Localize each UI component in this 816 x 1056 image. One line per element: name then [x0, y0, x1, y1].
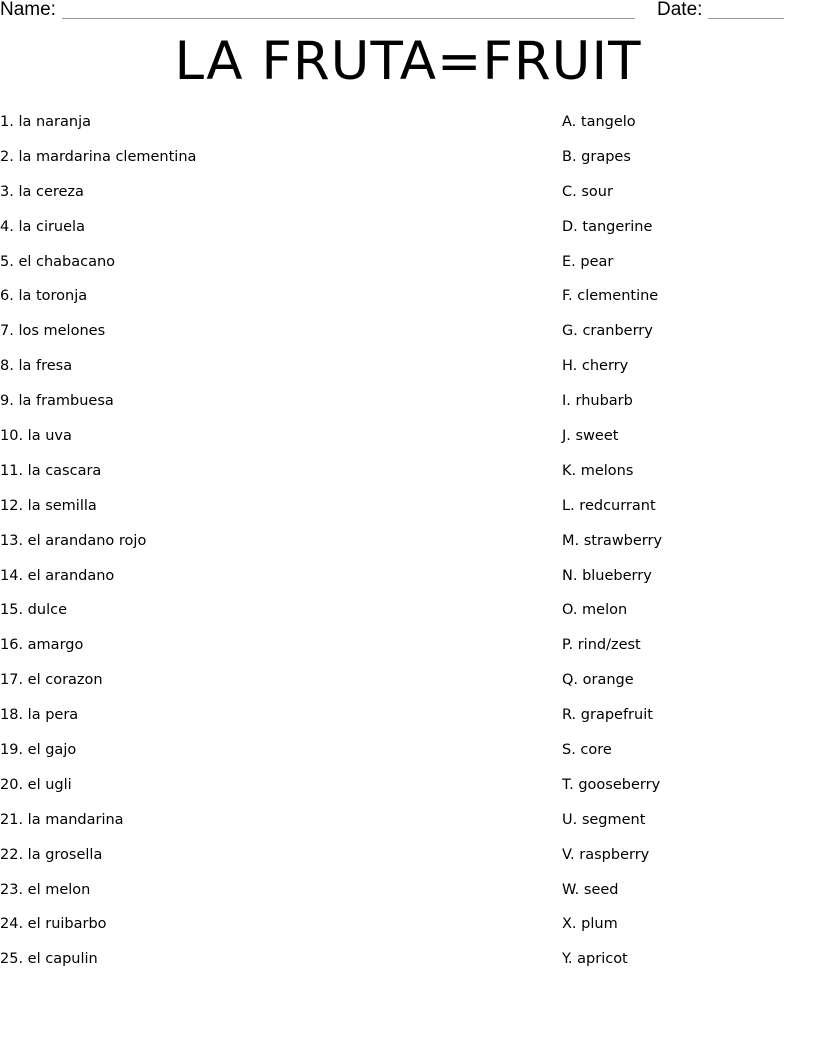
name-label: Name:	[0, 0, 56, 20]
definition-item: L. redcurrant	[562, 497, 656, 514]
term-item: 1. la naranja	[0, 114, 91, 130]
definition-item: O. melon	[562, 602, 628, 619]
term-item: 17. el corazon	[0, 672, 103, 689]
term-item: 16. amargo	[0, 637, 84, 654]
definition-item: G. cranberry	[562, 323, 653, 340]
term-item: 15. dulce	[0, 602, 67, 619]
definition-item: I. rhubarb	[562, 393, 633, 410]
term-item: 21. la mandarina	[0, 811, 124, 828]
definition-item: D. tangerine	[562, 218, 653, 235]
term-item: 13. el arandano rojo	[0, 532, 147, 549]
term-item: 7. los melones	[0, 323, 106, 340]
term-item: 10. la uva	[0, 428, 72, 445]
definition-item: K. melons	[562, 462, 634, 479]
definition-item: S. core	[562, 742, 612, 759]
definition-item: B. grapes	[562, 148, 631, 165]
term-item: 9. la frambuesa	[0, 393, 114, 410]
definition-item: U. segment	[562, 811, 646, 828]
date-label: Date:	[657, 0, 703, 20]
definition-item: M. strawberry	[562, 532, 663, 549]
definition-item: J. sweet	[562, 428, 619, 445]
term-item: 8. la fresa	[0, 358, 73, 375]
definition-item: T. gooseberry	[562, 776, 661, 793]
term-item: 11. la cascara	[0, 462, 102, 479]
term-item: 23. el melon	[0, 881, 91, 898]
name-blank-line	[62, 18, 635, 19]
date-blank-line	[708, 18, 784, 19]
term-item: 18. la pera	[0, 707, 79, 724]
definition-item: V. raspberry	[562, 846, 650, 863]
definition-item: C. sour	[562, 183, 613, 200]
term-item: 22. la grosella	[0, 846, 103, 863]
page-title: LA FRUTA=FRUIT	[174, 31, 642, 92]
term-item: 12. la semilla	[0, 497, 97, 514]
worksheet-header	[0, 0, 816, 24]
definition-item: N. blueberry	[562, 567, 652, 584]
term-item: 3. la cereza	[0, 183, 84, 200]
definition-item: X. plum	[562, 916, 618, 933]
term-item: 24. el ruibarbo	[0, 916, 107, 933]
definition-item: Y. apricot	[562, 951, 628, 968]
definition-item: Q. orange	[562, 672, 634, 689]
definition-item: A. tangelo	[562, 114, 636, 130]
term-item: 25. el capulin	[0, 951, 98, 968]
definition-item: W. seed	[562, 881, 619, 898]
definition-item: R. grapefruit	[562, 707, 653, 724]
definition-item: E. pear	[562, 253, 614, 270]
term-item: 19. el gajo	[0, 742, 77, 759]
term-item: 14. el arandano	[0, 567, 115, 584]
term-item: 2. la mardarina clementina	[0, 148, 197, 165]
definitions-list	[562, 112, 662, 984]
definition-item: H. cherry	[562, 358, 629, 375]
terms-list	[0, 112, 196, 984]
term-item: 5. el chabacano	[0, 253, 116, 270]
term-item: 6. la toronja	[0, 288, 88, 305]
definition-item: F. clementine	[562, 288, 659, 305]
term-item: 20. el ugli	[0, 776, 72, 793]
term-item: 4. la ciruela	[0, 218, 85, 235]
definition-item: P. rind/zest	[562, 637, 641, 654]
